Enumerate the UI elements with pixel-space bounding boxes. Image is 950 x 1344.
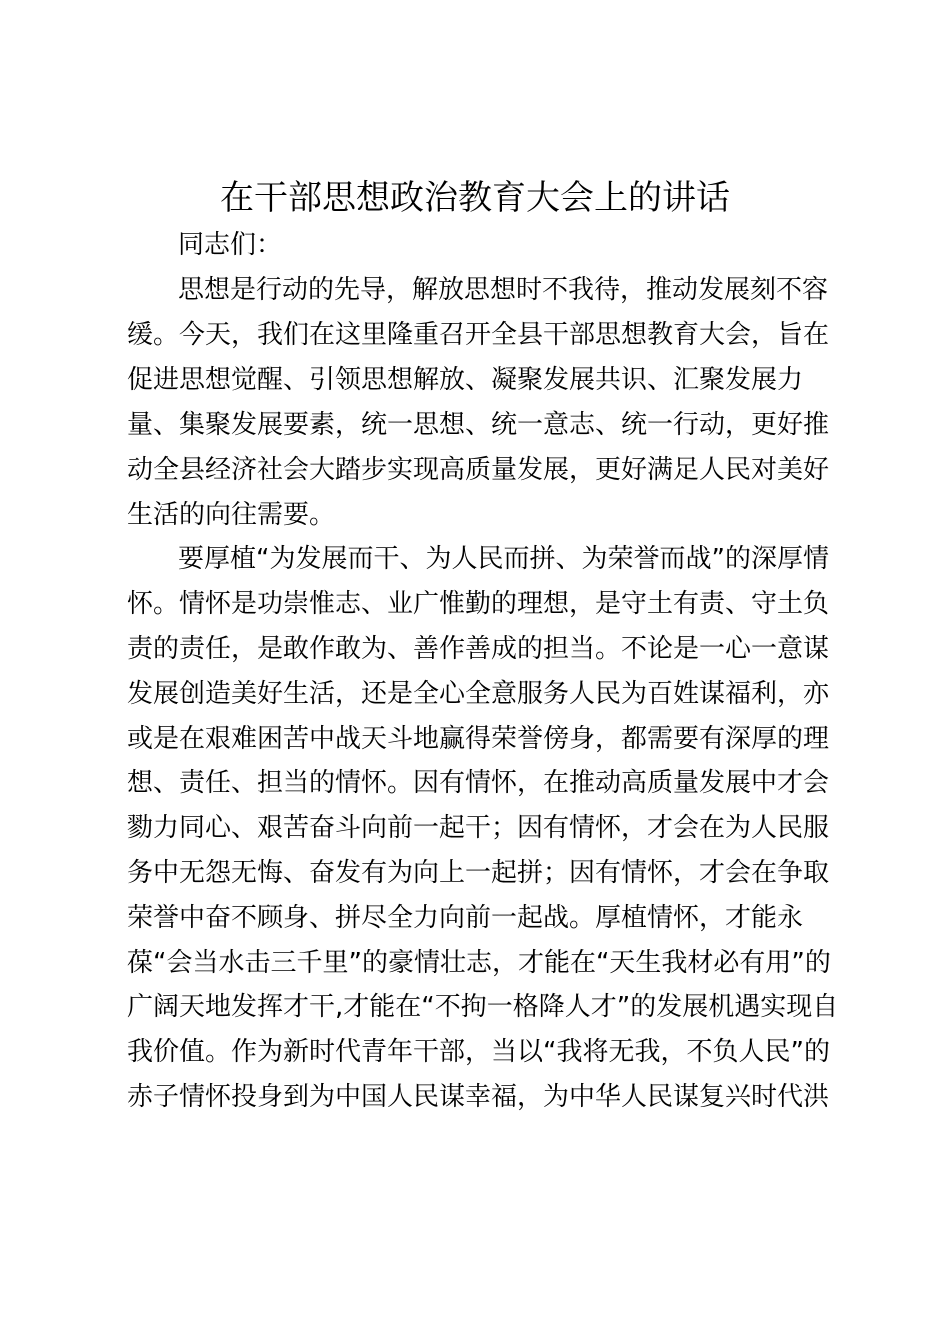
text-line: 缓。今天，我们在这里隆重召开全县干部思想教育大会，旨在 bbox=[127, 320, 830, 350]
text-line: 量、集聚发展要素，统一思想、统一意志、统一行动，更好推 bbox=[127, 410, 830, 440]
text-line: 要厚植“为发展而干、为人民而拼、为荣誉而战”的深厚情 bbox=[178, 544, 829, 574]
text-line: 荣誉中奋不顾身、拼尽全力向前一起战。厚植情怀，才能永 bbox=[127, 903, 804, 933]
text-line: 勠力同心、艰苦奋斗向前一起干；因有情怀，才会在为人民服 bbox=[127, 813, 830, 843]
salutation: 同志们： bbox=[178, 230, 283, 260]
text-line: 葆“会当水击三千里”的豪情壮志，才能在“天生我材必有用”的 bbox=[127, 948, 831, 978]
text-line: 生活的向往需要。 bbox=[127, 500, 336, 530]
text-line: 或是在艰难困苦中战天斗地赢得荣誉傍身，都需要有深厚的理 bbox=[127, 724, 830, 754]
text-line: 我价值。作为新时代青年干部，当以“我将无我，不负人民”的 bbox=[127, 1037, 830, 1067]
text-line: 赤子情怀投身到为中国人民谋幸福，为中华人民谋复兴时代洪 bbox=[127, 1082, 830, 1112]
text-line: 促进思想觉醒、引领思想解放、凝聚发展共识、汇聚发展力 bbox=[127, 365, 804, 395]
text-line: 责的责任，是敢作敢为、善作善成的担当。不论是一心一意谋 bbox=[127, 634, 830, 664]
text-line: 怀。情怀是功崇惟志、业广惟勤的理想，是守土有责、守土负 bbox=[127, 589, 830, 619]
text-line: 务中无怨无悔、奋发有为向上一起拼；因有情怀，才会在争取 bbox=[127, 858, 830, 888]
text-line: 广阔天地发挥才干,才能在“不拘一格降人才”的发展机遇实现自 bbox=[127, 992, 839, 1022]
text-line: 想、责任、担当的情怀。因有情怀，在推动高质量发展中才会 bbox=[127, 768, 830, 798]
document-title: 在干部思想政治教育大会上的讲话 bbox=[220, 178, 730, 218]
text-line: 思想是行动的先导，解放思想时不我待，推动发展刻不容 bbox=[178, 275, 829, 305]
text-line: 动全县经济社会大踏步实现高质量发展，更好满足人民对美好 bbox=[127, 455, 830, 485]
text-line: 发展创造美好生活，还是全心全意服务人民为百姓谋福利，亦 bbox=[127, 679, 830, 709]
